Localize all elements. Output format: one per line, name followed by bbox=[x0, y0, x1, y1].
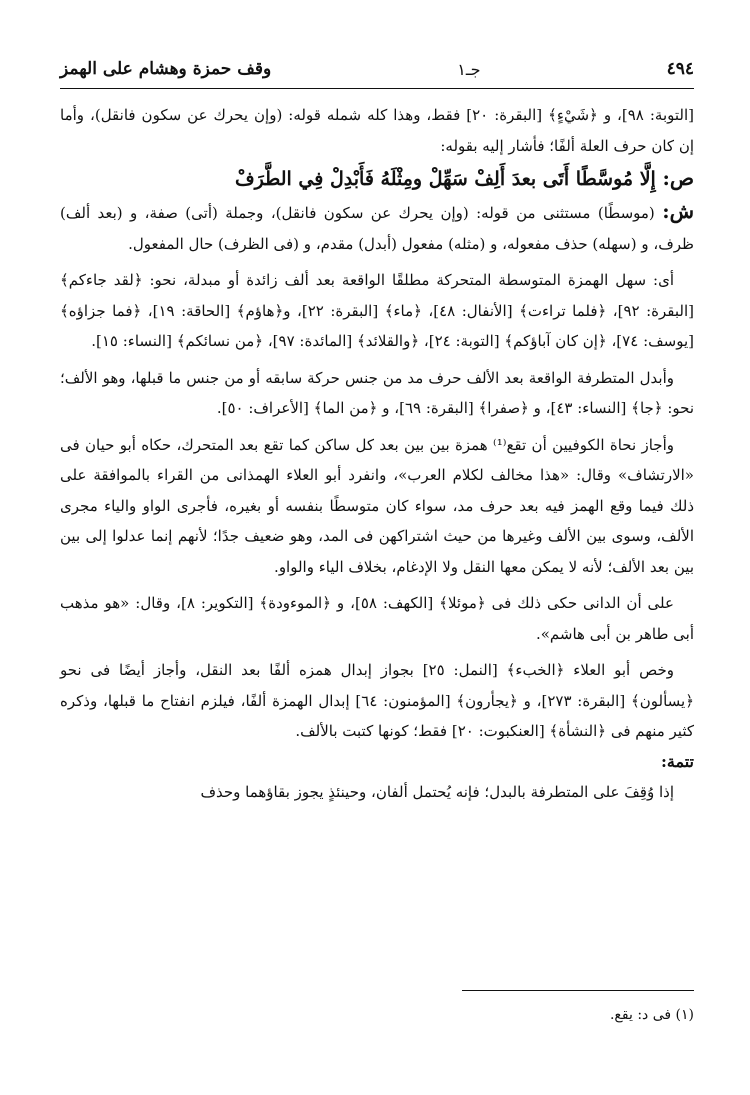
page-number: ٤٩٤ bbox=[666, 59, 694, 79]
main-text bbox=[60, 100, 694, 807]
verse-label: ص: bbox=[662, 166, 694, 190]
section-paragraph: إذا وُقِفَ على المتطرفة بالبدل؛ فإنه يُحتمل ألفان، وحينئذٍ يجوز بقاؤهما وحذف bbox=[200, 782, 674, 801]
paragraph: على أن الدانى حكى ذلك فى ﴿موئلا﴾ [الكهف: ٥٨]، و ﴿الموءودة﴾ [التكوير: ٨]، وقال: «هو مذهب أبى طاهر بن أبى هاشم». bbox=[60, 594, 694, 643]
paragraph: أى: سهل الهمزة المتوسطة المتحركة مطلقًا الواقعة بعد ألف زائدة أو مبدلة، نحو: ﴿لقد جاءكم﴾ [البقرة: ٩٢]، ﴿فلما تراءت﴾ [الأنفال: ٤٨]، ﴿ماء﴾ [البقرة: ٢٢]، و﴿هاؤم﴾ [الحاقة: ١٩]، ﴿فما جزاؤه﴾ [يوسف: ٧٤]، ﴿إن كان آباؤكم﴾ [التوبة: ٢٤]، ﴿والقلائد﴾ [المائدة: ٩٧]، ﴿من نسائكم﴾ [النساء: ١٥]. bbox=[60, 271, 694, 350]
section-heading: تتمة: bbox=[660, 751, 694, 771]
commentary-paragraph bbox=[60, 196, 694, 259]
chapter-title: وقف حمزة وهشام على الهمز bbox=[60, 59, 272, 79]
verse-line bbox=[60, 161, 694, 196]
opening-paragraph: [التوبة: ٩٨]، و ﴿شَيْءٍ﴾ [البقرة: ٢٠] فقط، وهذا كله شمله قوله: (وإن يحرك عن سكون فانقل)، وأما إن كان حرف العلة ألفًا؛ فأشار إليه بقوله: bbox=[60, 106, 695, 155]
commentary-text: (موسطًا) مستثنى من قوله: (وإن يحرك عن سكون فانقل)، وجملة (أتى) صفة، و (بعد ألف) ظرف، و (سهله) حذف مفعوله، و (مثله) مفعول (أبدل) مقدم، و (فى الظرف) حال المفعول. bbox=[60, 204, 694, 253]
footnote-rule bbox=[462, 990, 694, 991]
running-header bbox=[60, 54, 694, 84]
verse-text: إِلَّا مُوسَّطًا أَتَى بعدَ أَلِفْ سَهِّلْ ومِثْلَهُ فَأَبْدِلْ فِي الطَّرَفْ bbox=[234, 168, 656, 190]
commentary-label: ش: bbox=[662, 199, 694, 223]
paragraph: وأجاز نحاة الكوفيين أن تقع⁽¹⁾ همزة بين بين بعد كل ساكن كما تقع بعد المتحرك، حكاه أبو حيان فى «الارتشاف» وقال: «هذا مخالف لكلام العرب»، وانفرد أبو العلاء الهمذانى من القراء بالموافقة على ذلك فيما وقع الهمز فيه بعد حرف مد، سواء كان متوسطًا بنفسه أو بغيره، فأجرى الواو والياء مجرى الألف، وسوى بين الألف وغيرها من حيث اشتراكهن فى المد، وهو ضعيف جدًا؛ لأنهم إنما عدلوا إلى بين بين بعد الألف؛ لأنه لا يمكن معها النقل ولا الإدغام، بخلاف الياء والواو. bbox=[60, 435, 694, 576]
paragraph: وخص أبو العلاء ﴿الخبء﴾ [النمل: ٢٥] بجواز إبدال همزه ألفًا بعد النقل، وأجاز أيضًا فى نحو ﴿يسألون﴾ [البقرة: ٢٧٣]، و ﴿يجأرون﴾ [المؤمنون: ٦٤] إبدال الهمزة ألفًا، فيلزم انفتاح ما قبلها، وذكره كثير منهم فى ﴿النشأة﴾ [العنكبوت: ٢٠] فقط؛ كونها كتبت بالألف. bbox=[60, 661, 694, 740]
header-rule bbox=[60, 88, 694, 89]
volume-label: جـ١ bbox=[457, 59, 481, 79]
footnote: (١) فى د: يقع. bbox=[609, 1007, 694, 1023]
paragraph: وأبدل المتطرفة الواقعة بعد الألف حرف مد من جنس حركة سابقه أو من جنس ما قبلها، وهو الألف؛ نحو: ﴿جا﴾ [النساء: ٤٣]، و ﴿صفرا﴾ [البقرة: ٦٩]، و ﴿من الما﴾ [الأعراف: ٥٠]. bbox=[60, 368, 694, 417]
